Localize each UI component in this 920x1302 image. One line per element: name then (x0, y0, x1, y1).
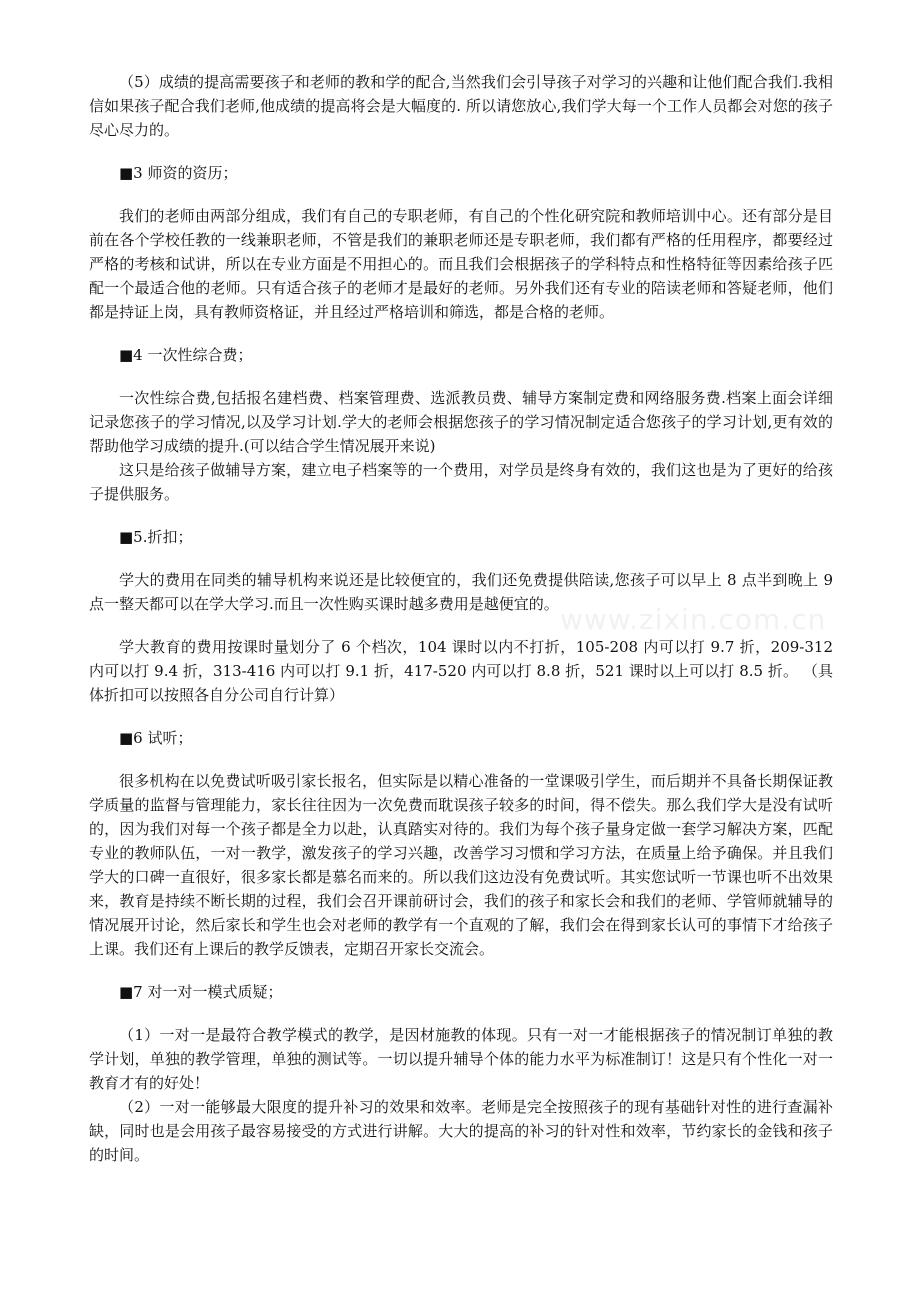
heading-teacher-qualifications: ■3 师资的资历； (119, 164, 238, 182)
paragraph-one-on-one-point-1: （1）一对一是最符合教学模式的教学，是因材施教的体现。只有一对一才能根据孩子的情况制订单独的教学计划，单独的教学管理，单独的测试等。一切以提升辅导个体的能力水平为标准制订！这是只有个性化一对一教育才有的好处！ (89, 1026, 833, 1092)
paragraph-teacher-qualifications: 我们的老师由两部分组成，我们有自己的专职老师，有自己的个性化研究院和教师培训中心。还有部分是目前在各个学校任教的一线兼职老师，不管是我们的兼职老师还是专职老师，我们都有严格的任用程序，都要经过严格的考核和试讲，所以在专业方面是不用担心的。而且我们会根据孩子的学科特点和性格特征等因素给孩子匹配一个最适合他的老师。只有适合孩子的老师才是最好的老师。另外我们还有专业的陪读老师和答疑老师，他们都是持证上岗，具有教师资格证，并且经过严格培训和筛选，都是合格的老师。 (89, 207, 833, 321)
heading-one-on-one-doubts: ■7 对一对一模式质疑； (119, 983, 283, 1001)
heading-discount: ■5.折扣； (119, 528, 193, 546)
watermark-text: www.zixin.com.cn (560, 603, 827, 636)
paragraph-one-time-fee-note: 这只是给孩子做辅导方案，建立电子档案等的一个费用，对学员是终身有效的，我们这也是为了更好的给孩子提供服务。 (89, 461, 833, 503)
paragraph-one-on-one-point-2: （2）一对一能够最大限度的提升补习的效果和效率。老师是完全按照孩子的现有基础针对性的进行查漏补缺，同时也是会用孩子最容易接受的方式进行讲解。大大的提高的补习的针对性和效率，节约家长的金钱和孩子的时间。 (89, 1098, 833, 1164)
heading-one-time-fee: ■4 一次性综合费； (119, 346, 253, 364)
heading-trial-lesson: ■6 试听； (119, 729, 193, 747)
paragraph-trial-lesson: 很多机构在以免费试听吸引家长报名，但实际是以精心准备的一堂课吸引学生，而后期并不具备长期保证教学质量的监督与管理能力，家长往往因为一次免费而耽误孩子较多的时间，得不偿失。那么我们学大是没有试听的，因为我们对每一个孩子都是全力以赴，认真踏实对待的。我们为每个孩子量身定做一套学习解决方案，匹配专业的教师队伍，一对一教学，激发孩子的学习兴趣，改善学习习惯和学习方法，在质量上给予确保。并且我们学大的口碑一直很好，很多家长都是慕名而来的。所以我们这边没有免费试听。其实您试听一节课也听不出效果来，教育是持续不断长期的过程，我们会召开课前研讨会，我们的孩子和家长会和我们的老师、学管师就辅导的情况展开讨论，然后家长和学生也会对老师的教学有一个直观的了解，我们会在得到家长认可的事情下才给孩子上课。我们还有上课后的教学反馈表，定期召开家长交流会。 (89, 772, 833, 958)
paragraph-discount-price: 学大的费用在同类的辅导机构来说还是比较便宜的，我们还免费提供陪读,您孩子可以早上 8 点半到晚上 9 点一整天都可以在学大学习.而且一次性购买课时越多费用是越便宜的。 (89, 571, 833, 613)
paragraph-grade-improvement: （5）成绩的提高需要孩子和老师的教和学的配合,当然我们会引导孩子对学习的兴趣和让他们配合我们.我相信如果孩子配合我们老师,他成绩的提高将会是大幅度的. 所以请您放心,我们学大每一个工作人员都会对您的孩子尽心尽力的。 (89, 73, 833, 139)
paragraph-one-time-fee: 一次性综合费,包括报名建档费、档案管理费、选派教员费、辅导方案制定费和网络服务费.档案上面会详细记录您孩子的学习情况,以及学习计划.学大的老师会根据您孩子的学习情况制定适合您孩子的学习计划,更有效的帮助他学习成绩的提升.(可以结合学生情况展开来说) (89, 389, 833, 455)
paragraph-discount-tiers: 学大教育的费用按课时量划分了 6 个档次，104 课时以内不打折，105-208 内可以打 9.7 折，209-312 内可以打 9.4 折，313-416 内可以打 9.1 折，417-520 内可以打 8.8 折，521 课时以上可以打 8.5 折。 （具体折扣可以按照各自分公司自行计算） (89, 638, 833, 704)
